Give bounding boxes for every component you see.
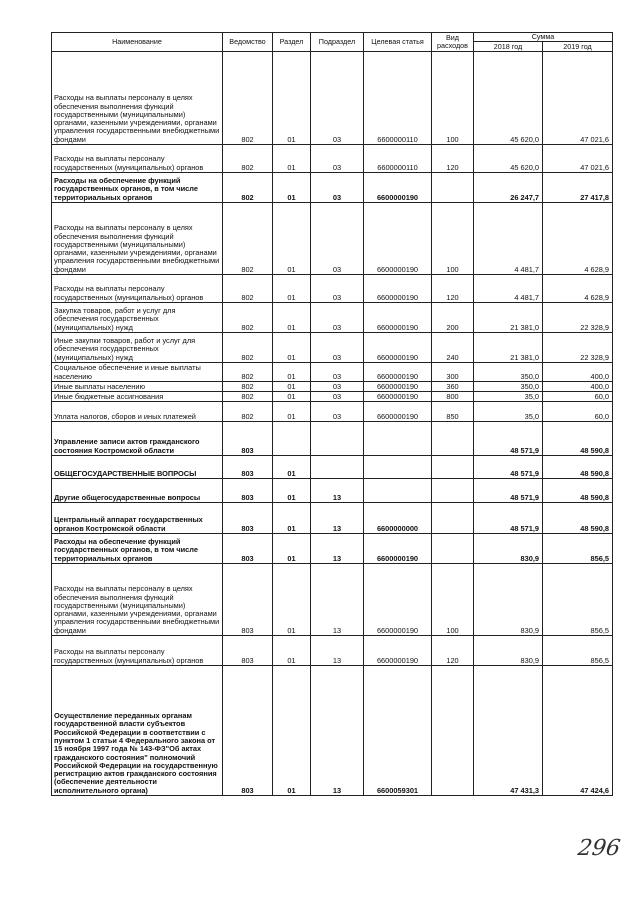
- row-name: Расходы на выплаты персоналу государственных (муниципальных) органов: [52, 145, 223, 173]
- row-subsection: 03: [311, 402, 364, 422]
- row-sum-2019: 47 424,6: [543, 666, 613, 796]
- row-sum-2019: 48 590,8: [543, 503, 613, 534]
- row-dept: 803: [223, 422, 273, 456]
- row-name: Расходы на выплаты персоналу государственных (муниципальных) органов: [52, 636, 223, 666]
- row-sum-2019: 60,0: [543, 402, 613, 422]
- table-row: [52, 303, 613, 333]
- row-dept: 802: [223, 145, 273, 173]
- row-name: Социальное обеспечение и иные выплаты населению: [52, 363, 223, 382]
- row-section: 01: [273, 173, 311, 203]
- table-row: [52, 52, 613, 145]
- row-name: Уплата налогов, сборов и иных платежей: [52, 402, 223, 422]
- table-row: [52, 382, 613, 392]
- row-name: Расходы на выплаты персоналу в целях обеспечения выполнения функций государственными (муниципальными) органами, казенными учреждениями, органами управления государственными внебюджетными фондами: [52, 203, 223, 275]
- row-subsection: [311, 422, 364, 456]
- header-subsection: Подраздел: [311, 33, 364, 52]
- row-sum-2019: 22 328,9: [543, 303, 613, 333]
- row-expense-type: 240: [432, 333, 474, 363]
- row-expense-type: 300: [432, 363, 474, 382]
- table-row: [52, 564, 613, 636]
- row-dept: 802: [223, 382, 273, 392]
- row-subsection: 13: [311, 503, 364, 534]
- header-name: Наименование: [52, 33, 223, 52]
- row-section: 01: [273, 145, 311, 173]
- row-sum-2018: 830,9: [474, 534, 543, 564]
- row-sum-2019: 22 328,9: [543, 333, 613, 363]
- row-sum-2018: 35,0: [474, 392, 543, 402]
- table-row: [52, 402, 613, 422]
- row-sum-2018: 45 620,0: [474, 52, 543, 145]
- row-sum-2019: 4 628,9: [543, 203, 613, 275]
- row-name: ОБЩЕГОСУДАРСТВЕННЫЕ ВОПРОСЫ: [52, 456, 223, 479]
- row-name: Расходы на обеспечение функций государственных органов, в том числе территориальных органов: [52, 173, 223, 203]
- row-dept: 802: [223, 203, 273, 275]
- row-sum-2018: 21 381,0: [474, 303, 543, 333]
- row-sum-2019: 60,0: [543, 392, 613, 402]
- row-name: Осуществление переданных органам государственной власти субъектов Российской Федерации в соответствии с пунктом 1 статьи 4 Федерального закона от 15 ноября 1997 года № 143-ФЗ"Об актах гражданского состояния" полномочий Российской Федерации на государственную регистрацию актов гражданского состояния (обеспечение деятельности исполнительного органа): [52, 666, 223, 796]
- row-expense-type: 200: [432, 303, 474, 333]
- row-section: 01: [273, 392, 311, 402]
- row-expense-type: [432, 534, 474, 564]
- header-target: Целевая статья: [364, 33, 432, 52]
- row-sum-2018: 4 481,7: [474, 203, 543, 275]
- row-subsection: 13: [311, 534, 364, 564]
- row-sum-2019: 48 590,8: [543, 422, 613, 456]
- row-sum-2018: 48 571,9: [474, 479, 543, 503]
- row-expense-type: 850: [432, 402, 474, 422]
- row-dept: 802: [223, 275, 273, 303]
- row-name: Расходы на выплаты персоналу государственных (муниципальных) органов: [52, 275, 223, 303]
- row-name: Расходы на выплаты персоналу в целях обеспечения выполнения функций государственными (муниципальными) органами, казенными учреждениями, органами управления государственными внебюджетными фондами: [52, 52, 223, 145]
- table-row: [52, 666, 613, 796]
- row-sum-2018: 830,9: [474, 564, 543, 636]
- row-expense-type: 120: [432, 275, 474, 303]
- row-sum-2019: 400,0: [543, 382, 613, 392]
- row-sum-2019: 47 021,6: [543, 52, 613, 145]
- header-expense-type: Вид расходов: [432, 33, 474, 52]
- table-row: [52, 503, 613, 534]
- table-row: [52, 333, 613, 363]
- table-row: [52, 363, 613, 382]
- row-subsection: 13: [311, 636, 364, 666]
- row-target: 6600000110: [364, 145, 432, 173]
- row-dept: 803: [223, 666, 273, 796]
- row-dept: 803: [223, 534, 273, 564]
- row-dept: 802: [223, 333, 273, 363]
- table-row: [52, 636, 613, 666]
- row-target: 6600000190: [364, 534, 432, 564]
- header-dept: Ведомство: [223, 33, 273, 52]
- row-sum-2019: 856,5: [543, 564, 613, 636]
- row-expense-type: 100: [432, 203, 474, 275]
- table-row: [52, 534, 613, 564]
- table-row: [52, 456, 613, 479]
- row-name: Иные выплаты населению: [52, 382, 223, 392]
- row-sum-2018: 45 620,0: [474, 145, 543, 173]
- table-row: [52, 275, 613, 303]
- row-name: Иные бюджетные ассигнования: [52, 392, 223, 402]
- row-subsection: 03: [311, 275, 364, 303]
- row-sum-2019: 4 628,9: [543, 275, 613, 303]
- row-dept: 803: [223, 503, 273, 534]
- row-expense-type: [432, 173, 474, 203]
- row-subsection: 03: [311, 382, 364, 392]
- row-sum-2018: 48 571,9: [474, 503, 543, 534]
- row-target: [364, 456, 432, 479]
- row-section: [273, 422, 311, 456]
- header-2019: 2019 год: [543, 42, 613, 52]
- row-sum-2018: 350,0: [474, 382, 543, 392]
- row-name: Центральный аппарат государственных органов Костромской области: [52, 503, 223, 534]
- row-target: 6600000190: [364, 402, 432, 422]
- header-section: Раздел: [273, 33, 311, 52]
- row-name: Закупка товаров, работ и услуг для обеспечения государственных (муниципальных) нужд: [52, 303, 223, 333]
- row-expense-type: [432, 503, 474, 534]
- table-row: [52, 392, 613, 402]
- budget-table: [51, 32, 613, 796]
- row-sum-2018: 830,9: [474, 636, 543, 666]
- row-target: 6600000190: [364, 203, 432, 275]
- row-target: 6600000190: [364, 636, 432, 666]
- row-sum-2019: 856,5: [543, 534, 613, 564]
- row-target: 6600000190: [364, 564, 432, 636]
- row-dept: 802: [223, 303, 273, 333]
- row-sum-2018: 26 247,7: [474, 173, 543, 203]
- row-subsection: 03: [311, 363, 364, 382]
- row-dept: 802: [223, 363, 273, 382]
- row-name: Расходы на выплаты персоналу в целях обеспечения выполнения функций государственными (муниципальными) органами, казенными учреждениями, органами управления государственными внебюджетными фондами: [52, 564, 223, 636]
- row-target: [364, 422, 432, 456]
- row-sum-2018: 350,0: [474, 363, 543, 382]
- table-row: [52, 203, 613, 275]
- row-dept: 802: [223, 392, 273, 402]
- row-dept: 803: [223, 564, 273, 636]
- row-subsection: 03: [311, 333, 364, 363]
- table-row: [52, 422, 613, 456]
- row-subsection: 03: [311, 392, 364, 402]
- row-subsection: 13: [311, 479, 364, 503]
- row-name: Расходы на обеспечение функций государственных органов, в том числе территориальных органов: [52, 534, 223, 564]
- row-expense-type: [432, 666, 474, 796]
- row-sum-2019: 27 417,8: [543, 173, 613, 203]
- row-sum-2019: 48 590,8: [543, 456, 613, 479]
- row-expense-type: 120: [432, 145, 474, 173]
- row-section: 01: [273, 666, 311, 796]
- row-section: 01: [273, 333, 311, 363]
- row-expense-type: 100: [432, 564, 474, 636]
- row-expense-type: [432, 422, 474, 456]
- table-row: [52, 173, 613, 203]
- row-dept: 802: [223, 402, 273, 422]
- table-row: [52, 145, 613, 173]
- row-dept: 803: [223, 479, 273, 503]
- row-sum-2019: 47 021,6: [543, 145, 613, 173]
- row-section: 01: [273, 503, 311, 534]
- table-body: [52, 52, 613, 796]
- row-section: 01: [273, 534, 311, 564]
- row-target: 6600059301: [364, 666, 432, 796]
- row-dept: 803: [223, 636, 273, 666]
- row-subsection: 13: [311, 564, 364, 636]
- row-dept: 803: [223, 456, 273, 479]
- row-expense-type: 800: [432, 392, 474, 402]
- row-section: 01: [273, 479, 311, 503]
- row-target: 6600000190: [364, 333, 432, 363]
- row-section: 01: [273, 363, 311, 382]
- row-section: 01: [273, 402, 311, 422]
- row-subsection: 03: [311, 303, 364, 333]
- row-target: 6600000190: [364, 173, 432, 203]
- row-section: 01: [273, 275, 311, 303]
- row-target: 6600000190: [364, 363, 432, 382]
- row-sum-2019: 48 590,8: [543, 479, 613, 503]
- row-subsection: 03: [311, 52, 364, 145]
- header-2018: 2018 год: [474, 42, 543, 52]
- row-dept: 802: [223, 52, 273, 145]
- row-sum-2018: 47 431,3: [474, 666, 543, 796]
- row-target: 6600000190: [364, 392, 432, 402]
- row-sum-2018: 48 571,9: [474, 456, 543, 479]
- table-row: [52, 479, 613, 503]
- row-target: 6600000190: [364, 275, 432, 303]
- row-section: 01: [273, 303, 311, 333]
- row-expense-type: [432, 479, 474, 503]
- row-subsection: 03: [311, 173, 364, 203]
- row-expense-type: 100: [432, 52, 474, 145]
- row-target: 6600000190: [364, 303, 432, 333]
- row-target: 6600000110: [364, 52, 432, 145]
- row-sum-2018: 48 571,9: [474, 422, 543, 456]
- row-subsection: 03: [311, 145, 364, 173]
- row-target: 6600000000: [364, 503, 432, 534]
- row-section: 01: [273, 564, 311, 636]
- header-sum: Сумма: [474, 33, 613, 42]
- row-dept: 802: [223, 173, 273, 203]
- row-sum-2018: 21 381,0: [474, 333, 543, 363]
- row-subsection: 03: [311, 203, 364, 275]
- row-expense-type: 120: [432, 636, 474, 666]
- row-sum-2018: 4 481,7: [474, 275, 543, 303]
- row-sum-2019: 856,5: [543, 636, 613, 666]
- row-sum-2018: 35,0: [474, 402, 543, 422]
- row-subsection: 13: [311, 666, 364, 796]
- row-expense-type: [432, 456, 474, 479]
- row-section: 01: [273, 456, 311, 479]
- row-target: 6600000190: [364, 382, 432, 392]
- row-subsection: [311, 456, 364, 479]
- row-expense-type: 360: [432, 382, 474, 392]
- row-section: 01: [273, 203, 311, 275]
- row-sum-2019: 400,0: [543, 363, 613, 382]
- row-name: Иные закупки товаров, работ и услуг для обеспечения государственных (муниципальных) нужд: [52, 333, 223, 363]
- row-section: 01: [273, 636, 311, 666]
- row-name: Другие общегосударственные вопросы: [52, 479, 223, 503]
- row-section: 01: [273, 382, 311, 392]
- row-target: [364, 479, 432, 503]
- handwritten-page-number: 296: [576, 836, 622, 861]
- row-name: Управление записи актов гражданского состояния Костромской области: [52, 422, 223, 456]
- row-section: 01: [273, 52, 311, 145]
